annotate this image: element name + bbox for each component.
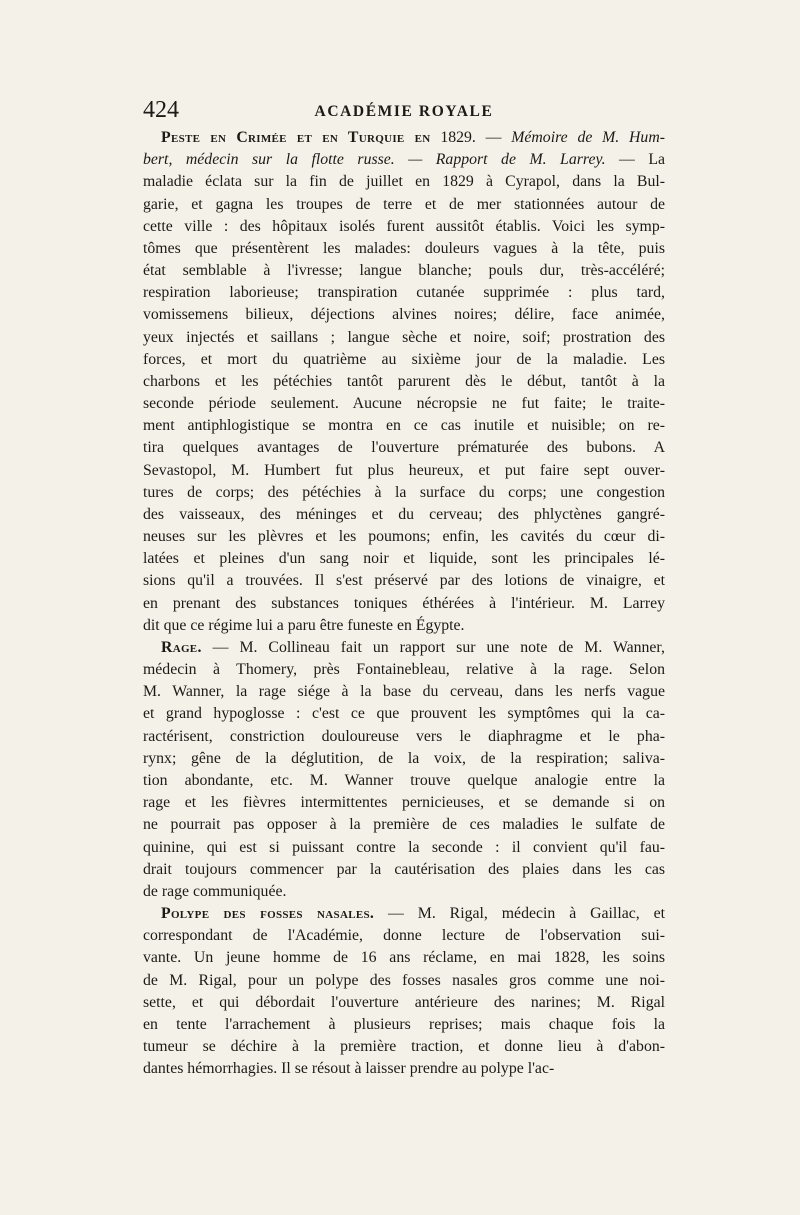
text-run: et grand hypoglosse : c'est ce que prouvent les symptômes qui la ca-: [143, 705, 665, 723]
text-line: [143, 970, 665, 992]
text-run: cette ville : des hôpitaux isolés furent aussitôt établis. Voici les symp-: [143, 217, 665, 235]
text-run: tion abondante, etc. M. Wanner trouve quelque analogie entre la: [143, 771, 665, 789]
text-line: [143, 526, 665, 548]
text-run: sions qu'il a trouvées. Il s'est préservé par des lotions de vinaigre, et: [143, 572, 665, 590]
text-run: yeux injectés et saillans ; langue sèche et noire, soif; prostration des: [143, 328, 665, 346]
section-heading: Peste en Crimée et en Turquie en: [161, 129, 431, 146]
text-line: [143, 371, 665, 393]
running-title: ACADÉMIE ROYALE: [314, 103, 494, 120]
text-line: [143, 792, 665, 814]
text-line: [143, 437, 665, 459]
text-line: [143, 216, 665, 238]
text-run: seconde période seulement. Aucune nécropsie ne fut faite; le traite-: [143, 395, 665, 413]
text-line: [143, 1014, 665, 1036]
text-line: [143, 837, 665, 859]
text-run: ment antiphlogistique se montra en ce cas inutile et nuisible; on re-: [143, 417, 665, 435]
text-line: [143, 349, 665, 371]
text-run: tumeur se déchire à la première traction, et donne lieu à d'abon-: [143, 1038, 665, 1056]
text-line: [143, 260, 665, 282]
text-run: rynx; gêne de la déglutition, de la voix, de la respiration; saliva-: [143, 749, 665, 767]
text-run: neuses sur les plèvres et les poumons; enfin, les cavités du cœur di-: [143, 528, 665, 546]
text-run: tira quelques avantages de l'ouverture prématurée des bubons. A: [143, 439, 665, 457]
text-line: [143, 859, 665, 881]
text-line: [143, 681, 665, 703]
text-line: [143, 460, 665, 482]
text-line: [143, 327, 665, 349]
text-line: [143, 881, 665, 903]
text-run: rage et les fièvres intermittentes pernicieuses, et se demande si on: [143, 794, 665, 812]
text-run: bert, médecin sur la flotte russe. — Rapport de M. Larrey.: [143, 151, 606, 169]
text-run: forces, et mort du quatrième au sixième jour de la maladie. Les: [143, 350, 665, 368]
text-line: [143, 1058, 665, 1080]
text-run: vante. Un jeune homme de 16 ans réclame, en mai 1828, les soins: [143, 949, 665, 967]
text-run: latées et pleines d'un sang noir et liquide, sont les principales lé-: [143, 550, 665, 568]
text-line: [143, 593, 665, 615]
text-run: drait toujours commencer par la cautérisation des plaies dans les cas: [143, 860, 665, 878]
paragraph: [143, 637, 665, 903]
text-line: [143, 393, 665, 415]
text-run: 1829. —: [430, 129, 512, 146]
text-line: [143, 149, 665, 171]
text-run: — M. Collineau fait un rapport sur une note de M. Wanner,: [201, 638, 665, 656]
text-run: ne pourrait pas opposer à la première de ces maladies le sulfate de: [143, 816, 665, 834]
text-run: de rage communiquée.: [143, 882, 287, 900]
text-line: [143, 947, 665, 969]
page-number: 424: [143, 97, 179, 123]
text-line: [143, 726, 665, 748]
text-line: [143, 238, 665, 260]
text-run: sette, et qui débordait l'ouverture antérieure des narines; M. Rigal: [143, 993, 665, 1011]
text-line: [143, 903, 665, 925]
text-run: respiration laborieuse; transpiration cutanée supprimée : plus tard,: [143, 284, 665, 302]
text-run: dit que ce régime lui a paru être funeste en Égypte.: [143, 616, 465, 634]
text-line: [143, 482, 665, 504]
text-run: Sevastopol, M. Humbert fut plus heureux, et put faire sept ouver-: [143, 461, 665, 479]
text-line: [143, 659, 665, 681]
text-run: état semblable à l'ivresse; langue blanche; pouls dur, très-accéléré;: [143, 262, 665, 280]
page-header: [143, 98, 665, 124]
text-run: de M. Rigal, pour un polype des fosses nasales gros comme une noi-: [143, 971, 665, 989]
text-run: vomissemens bilieux, déjections alvines noires; délire, face animée,: [143, 306, 665, 324]
text-line: [143, 304, 665, 326]
page-body: [143, 127, 665, 1080]
text-line: [143, 171, 665, 193]
text-line: [143, 748, 665, 770]
text-line: [143, 127, 665, 149]
text-line: [143, 770, 665, 792]
text-line: [143, 1036, 665, 1058]
text-run: ractérisent, constriction douloureuse vers le diaphragme et le pha-: [143, 727, 665, 745]
text-run: garie, et gagna les troupes de terre et de mer stationnées autour de: [143, 195, 665, 213]
text-run: tures de corps; des pétéchies à la surface du corps; une congestion: [143, 483, 665, 501]
text-run: Mémoire de M. Hum-: [511, 129, 665, 146]
text-run: en tente l'arrachement à plusieurs reprises; mais chaque fois la: [143, 1015, 665, 1033]
text-line: [143, 504, 665, 526]
paragraph: [143, 903, 665, 1080]
text-line: [143, 925, 665, 947]
section-heading: Polype des fosses nasales.: [161, 905, 375, 923]
text-line: [143, 637, 665, 659]
text-run: maladie éclata sur la fin de juillet en 1829 à Cyrapol, dans la Bul-: [143, 173, 665, 191]
text-line: [143, 548, 665, 570]
section-heading: Rage.: [161, 638, 202, 656]
paragraph: [143, 127, 665, 637]
text-run: correspondant de l'Académie, donne lecture de l'observation sui-: [143, 927, 665, 945]
text-line: [143, 282, 665, 304]
text-run: médecin à Thomery, près Fontainebleau, relative à la rage. Selon: [143, 661, 665, 679]
text-run: M. Wanner, la rage siége à la base du cerveau, dans les nerfs vague: [143, 683, 665, 701]
text-run: — M. Rigal, médecin à Gaillac, et: [374, 905, 665, 923]
text-run: quinine, qui est si puissant contre la seconde : il convient qu'il fau-: [143, 838, 665, 856]
text-line: [143, 570, 665, 592]
text-run: charbons et les pétéchies tantôt parurent dès le début, tantôt à la: [143, 372, 665, 390]
text-line: [143, 814, 665, 836]
text-line: [143, 703, 665, 725]
text-line: [143, 415, 665, 437]
text-run: des vaisseaux, des méninges et du cerveau; des phlyctènes gangré-: [143, 505, 665, 523]
text-line: [143, 194, 665, 216]
text-run: — La: [605, 151, 665, 169]
text-line: [143, 992, 665, 1014]
text-run: tômes que présentèrent les malades: douleurs vagues à la tête, puis: [143, 239, 665, 257]
text-run: dantes hémorrhagies. Il se résout à laisser prendre au polype l'ac-: [143, 1060, 555, 1078]
text-run: en prenant des substances toniques éthérées à l'intérieur. M. Larrey: [143, 594, 665, 612]
text-line: [143, 615, 665, 637]
